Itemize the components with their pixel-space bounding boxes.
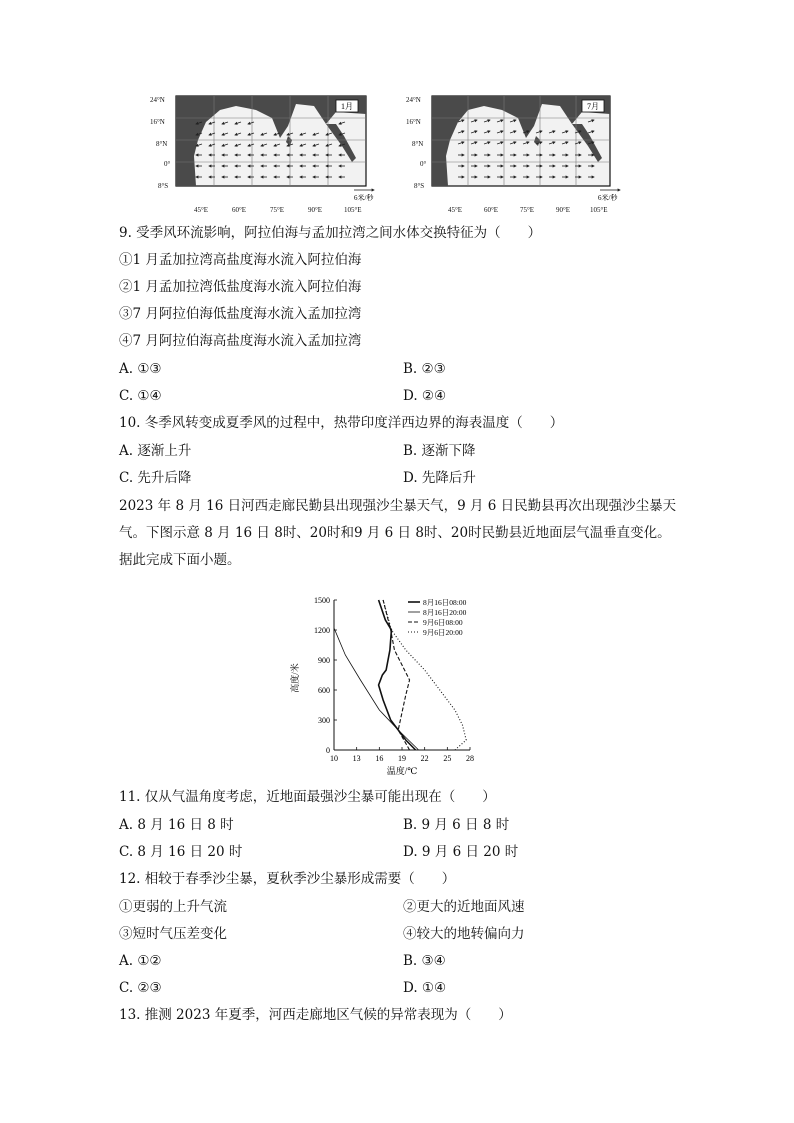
jan-lat-24: 24°N (150, 96, 165, 104)
chart-x-axis-label: 温度/℃ (386, 766, 418, 776)
q12-option-b[interactable]: B. ③④ (403, 953, 446, 969)
y-tick-label: 600 (318, 686, 330, 695)
q12-item-4: ④较大的地转偏向力 (403, 926, 525, 942)
jul-lat-8s: 8°S (414, 182, 425, 190)
legend-label-4: 9月6日20:00 (423, 628, 463, 637)
y-tick-label: 1500 (314, 596, 330, 605)
jan-lat-16: 16°N (150, 118, 165, 126)
q12-option-d[interactable]: D. ①④ (403, 980, 447, 996)
q11-stem: 11. 仅从气温角度考虑，近地面最强沙尘暴可能出现在（ ） (119, 789, 496, 805)
q9-option-d[interactable]: D. ②④ (403, 388, 447, 404)
q10-option-d[interactable]: D. 先降后升 (403, 470, 476, 486)
january-wind-map (176, 96, 366, 186)
jan-lat-8s: 8°S (158, 182, 169, 190)
jan-scale: 6米/秒 (354, 194, 374, 202)
jan-lon-45: 45°E (194, 206, 209, 214)
q9-item-1: ①1 月孟加拉湾高盐度海水流入阿拉伯海 (119, 252, 362, 268)
q12-item-2: ②更大的近地面风速 (403, 899, 525, 915)
chart-legend (408, 598, 467, 637)
y-tick-label: 300 (318, 716, 330, 725)
intro-line-1: 2023 年 8 月 16 日河西走廊民勤县出现强沙尘暴天气，9 月 6 日民勤县再次出现强沙尘暴天 (119, 498, 677, 514)
x-tick-label: 22 (420, 754, 429, 763)
jul-lon-60: 60°E (484, 206, 499, 214)
jul-lon-105: 105°E (590, 206, 608, 214)
july-label: 7月 (587, 102, 599, 111)
chart-y-axis-label: 高度/米 (290, 663, 300, 693)
legend-label-1: 8月16日08:00 (423, 598, 467, 607)
jul-lat-16: 16°N (406, 118, 421, 126)
july-wind-map (432, 96, 610, 186)
q13-stem: 13. 推测 2023 年夏季，河西走廊地区气候的异常表现为（ ） (119, 1007, 512, 1023)
jul-lat-24: 24°N (406, 96, 421, 104)
q9-item-4: ④7 月阿拉伯海高盐度海水流入孟加拉湾 (119, 333, 362, 349)
jan-lon-90: 90°E (308, 206, 323, 214)
jul-lat-0: 0° (420, 160, 427, 168)
q12-option-c[interactable]: C. ②③ (119, 980, 162, 996)
q9-item-3: ③7 月阿拉伯海低盐度海水流入孟加拉湾 (119, 306, 362, 322)
q10-option-a[interactable]: A. 逐渐上升 (119, 443, 192, 459)
q12-item-3: ③短时气压差变化 (119, 926, 227, 942)
q12-option-a[interactable]: A. ①② (119, 953, 162, 969)
jan-lon-75: 75°E (270, 206, 285, 214)
q9-item-2: ②1 月孟加拉湾低盐度海水流入阿拉伯海 (119, 279, 362, 295)
x-tick-label: 16 (375, 754, 384, 763)
jul-lat-8: 8°N (412, 140, 424, 148)
y-tick-label: 1200 (314, 626, 330, 635)
q9-option-a[interactable]: A. ①③ (119, 361, 162, 377)
x-tick-label: 10 (330, 754, 338, 763)
intro-line-3: 据此完成下面小题。 (119, 552, 241, 568)
q11-option-d[interactable]: D. 9 月 6 日 20 时 (403, 844, 519, 860)
intro-line-2: 气。下图示意 8 月 16 日 8时、20时和9 月 6 日 8时、20时民勤县近地面层气温垂直变化。 (119, 525, 671, 541)
q9-stem: 9. 受季风环流影响，阿拉伯海与孟加拉湾之间水体交换特征为（ ） (119, 225, 542, 241)
x-tick-label: 28 (466, 754, 474, 763)
q9-option-b[interactable]: B. ②③ (403, 361, 446, 377)
jan-lon-105: 105°E (344, 206, 362, 214)
jul-lon-45: 45°E (448, 206, 463, 214)
x-tick-label: 19 (398, 754, 406, 763)
q10-stem: 10. 冬季风转变成夏季风的过程中，热带印度洋西边界的海表温度（ ） (119, 415, 564, 431)
temperature-profile-chart (280, 590, 490, 780)
jul-lon-75: 75°E (520, 206, 535, 214)
q12-stem: 12. 相较于春季沙尘暴，夏秋季沙尘暴形成需要（ ） (119, 871, 456, 887)
q11-option-c[interactable]: C. 8 月 16 日 20 时 (119, 844, 243, 860)
jan-lat-8: 8°N (156, 140, 168, 148)
y-tick-label: 900 (318, 656, 330, 665)
q10-option-c[interactable]: C. 先升后降 (119, 470, 192, 486)
q11-option-a[interactable]: A. 8 月 16 日 8 时 (119, 817, 234, 833)
jan-lon-60: 60°E (232, 206, 247, 214)
jul-scale: 6米/秒 (598, 194, 618, 202)
x-tick-label: 13 (352, 754, 361, 763)
series-line-2 (334, 628, 419, 750)
jan-lat-0: 0° (164, 160, 171, 168)
jul-lon-90: 90°E (556, 206, 571, 214)
y-tick-label: 0 (326, 746, 330, 755)
legend-label-3: 9月6日08:00 (423, 618, 463, 627)
monsoon-maps (150, 94, 630, 218)
q12-item-1: ①更弱的上升气流 (119, 899, 227, 915)
january-label: 1月 (341, 102, 353, 111)
x-tick-label: 25 (443, 754, 452, 763)
q9-option-c[interactable]: C. ①④ (119, 388, 162, 404)
q10-option-b[interactable]: B. 逐渐下降 (403, 443, 476, 459)
q11-option-b[interactable]: B. 9 月 6 日 8 时 (403, 817, 510, 833)
legend-label-2: 8月16日20:00 (423, 608, 467, 617)
